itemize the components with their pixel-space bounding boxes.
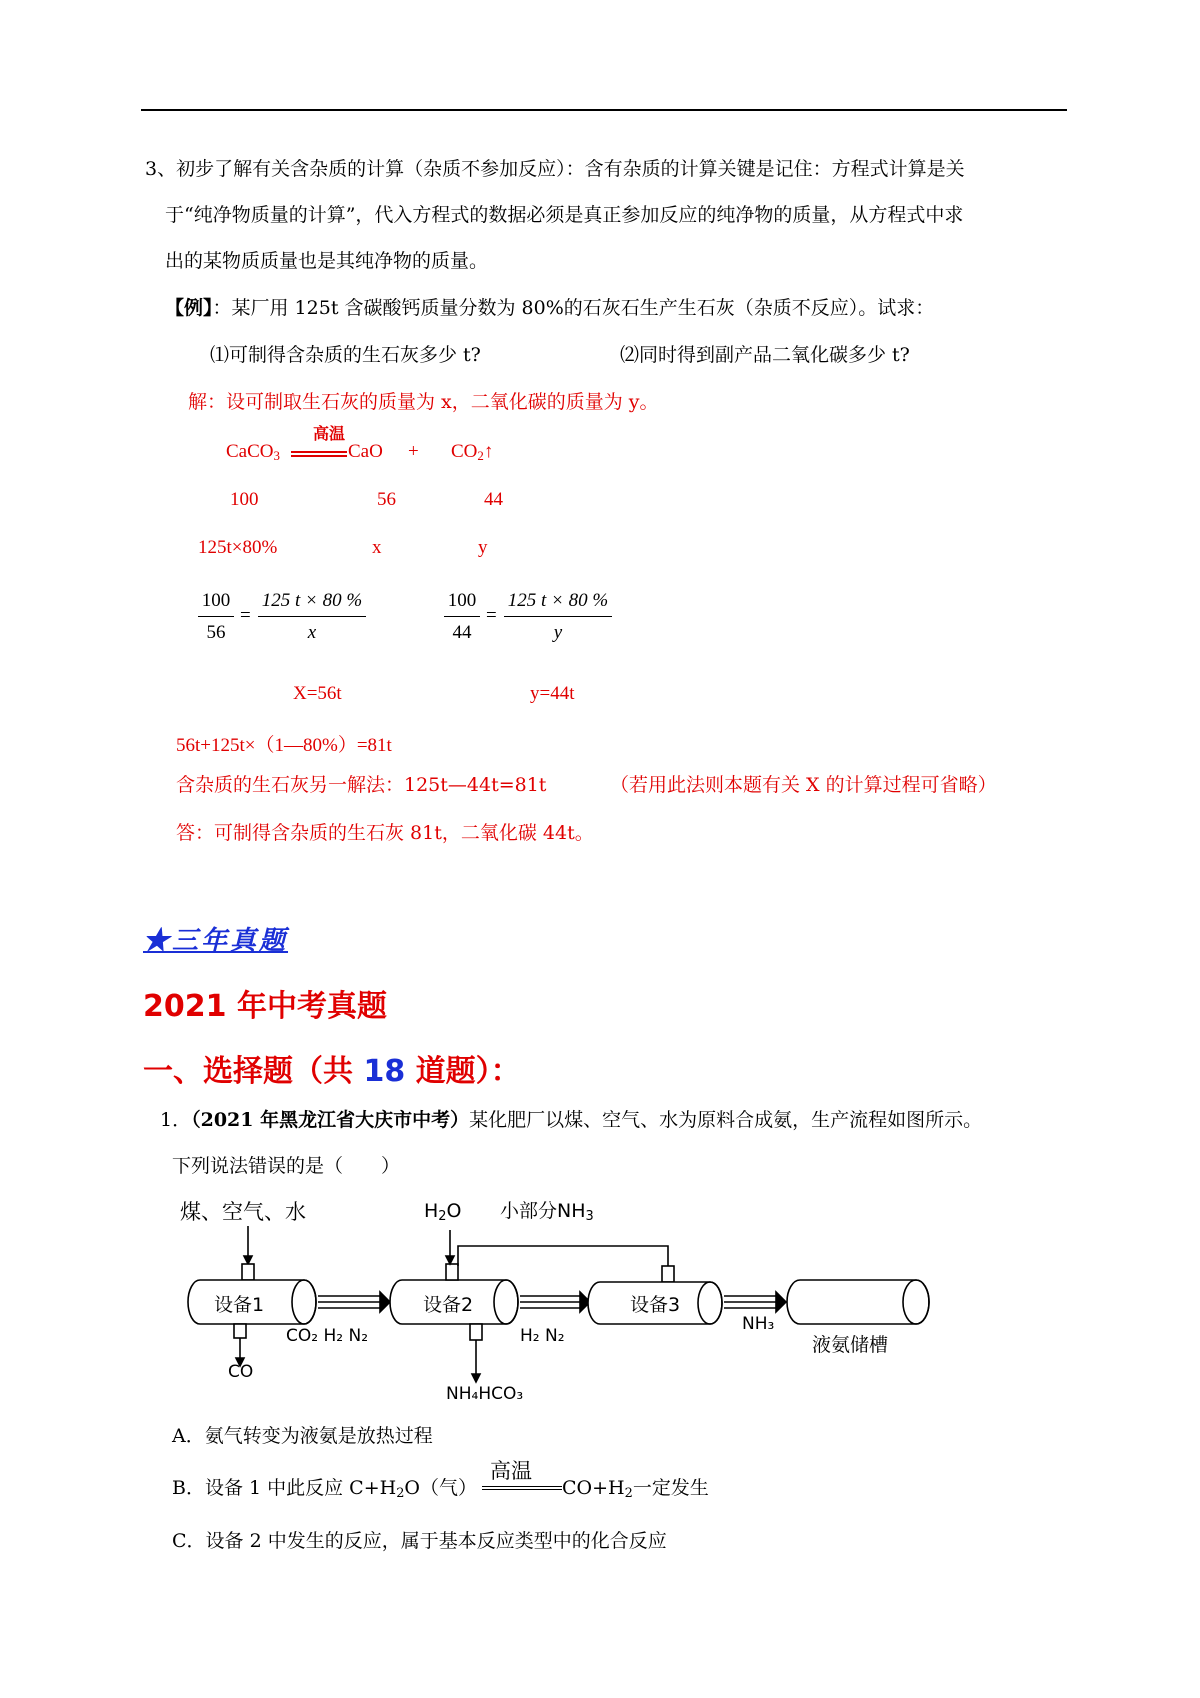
question1-stem	[160, 1111, 982, 1130]
diagram-h2o-label: $H_2O$	[424, 1200, 462, 1225]
option-b-equals-sign	[482, 1486, 562, 1490]
equals-1: =	[240, 605, 251, 626]
header-rule	[141, 109, 1067, 111]
reaction-equals-sign	[291, 451, 347, 457]
question1-number: 1．	[160, 1109, 192, 1131]
section3-line2: 于“纯净物质量的计算”，代入方程式的数据必须是真正参加反应的纯净物的质量，从方程式中求	[165, 204, 964, 226]
answer: 答：可制得含杂质的生石灰 81t，二氧化碳 44t。	[176, 822, 594, 844]
solution-setup: 解：设可制取生石灰的质量为 x，二氧化碳的质量为 y。	[188, 391, 659, 413]
diagram-input-label: 煤、空气、水	[180, 1200, 306, 1224]
fraction-100-56: 100 56	[198, 590, 234, 650]
given-mass: 125t×80%	[198, 537, 278, 558]
fraction-given-y: 125 t × 80 % y	[504, 590, 612, 650]
example-q1: ⑴可制得含杂质的生石灰多少 t?	[210, 344, 481, 366]
example-stem	[165, 299, 934, 318]
example-text: ：某厂用 125t 含碳酸钙质量分数为 80%的石灰石生产生石灰（杂质不反应）。试求：	[212, 297, 935, 319]
heading-star: ★三年真题	[143, 926, 289, 956]
alt-method: 含杂质的生石灰另一解法：125t—44t=81t	[176, 774, 547, 796]
result-x: X=56t	[293, 683, 342, 704]
section3-line3: 出的某物质质量也是其纯净物的质量。	[165, 250, 489, 272]
result-y: y=44t	[530, 683, 575, 704]
option-c: C．设备 2 中发生的反应，属于基本反应类型中的化合反应	[172, 1530, 667, 1552]
diagram-h2-n2-label: H₂ N₂	[520, 1326, 565, 1346]
question1-text: 某化肥厂以煤、空气、水为原料合成氨，生产流程如图所示。	[469, 1109, 983, 1131]
option-b-condition: 高温	[490, 1459, 532, 1483]
equals-2: =	[486, 605, 497, 626]
section3-line1: 3、初步了解有关含杂质的计算（杂质不参加反应）：含有杂质的计算关键是记住：方程式计算是关	[145, 158, 965, 180]
example-prefix: 【例】	[165, 297, 213, 319]
option-b: B．设备 1 中此反应 $C+H_2O$（气）	[172, 1477, 477, 1502]
molar-mass-co2: 44	[484, 489, 503, 510]
unknown-y: y	[478, 537, 488, 558]
reaction-condition: 高温	[313, 424, 346, 443]
diagram-nh4hco3-label: NH₄HCO₃	[446, 1384, 524, 1404]
unknown-x: x	[372, 537, 382, 558]
molar-mass-cao: 56	[377, 489, 396, 510]
option-a: A．氨气转变为液氨是放热过程	[172, 1425, 433, 1447]
example-q2: ⑵同时得到副产品二氧化碳多少 t?	[620, 344, 910, 366]
question1-prompt: 下列说法错误的是（ ）	[172, 1155, 401, 1177]
device2-label: 设备2	[423, 1294, 474, 1316]
molar-mass-caco3: 100	[230, 489, 259, 510]
diagram-nh3-out-label: NH₃	[742, 1314, 775, 1334]
device1-label: 设备1	[214, 1294, 265, 1316]
option-b-products: $CO+H_2$一定发生	[562, 1477, 709, 1502]
reactant-formula: CaCO$_3$	[226, 441, 280, 464]
plus-sign: +	[408, 441, 419, 462]
device3-label: 设备3	[630, 1294, 681, 1316]
fraction-100-44: 100 44	[444, 590, 480, 650]
diagram-co2-h2-n2-label: CO₂ H₂ N₂	[286, 1326, 369, 1346]
alt-note: （若用此法则本题有关 X 的计算过程可省略）	[610, 774, 997, 796]
product1-formula: CaO	[348, 441, 383, 462]
heading-section: 一、选择题（共 18 道题）：	[143, 1054, 521, 1089]
diagram-co-label: CO	[228, 1362, 254, 1382]
question1-source: （2021 年黑龙江省大庆市中考）	[191, 1109, 470, 1131]
fraction-given-x: 125 t × 80 % x	[258, 590, 366, 650]
heading-year: 2021 年中考真题	[143, 989, 387, 1024]
diagram-nh3-return-label: 小部分$NH_3$	[500, 1200, 594, 1225]
product2-formula: $CO_2↑$	[451, 441, 494, 464]
total-calc: 56t+125t×（1—80%）=81t	[176, 735, 392, 756]
tank-label: 液氨储槽	[812, 1334, 889, 1356]
